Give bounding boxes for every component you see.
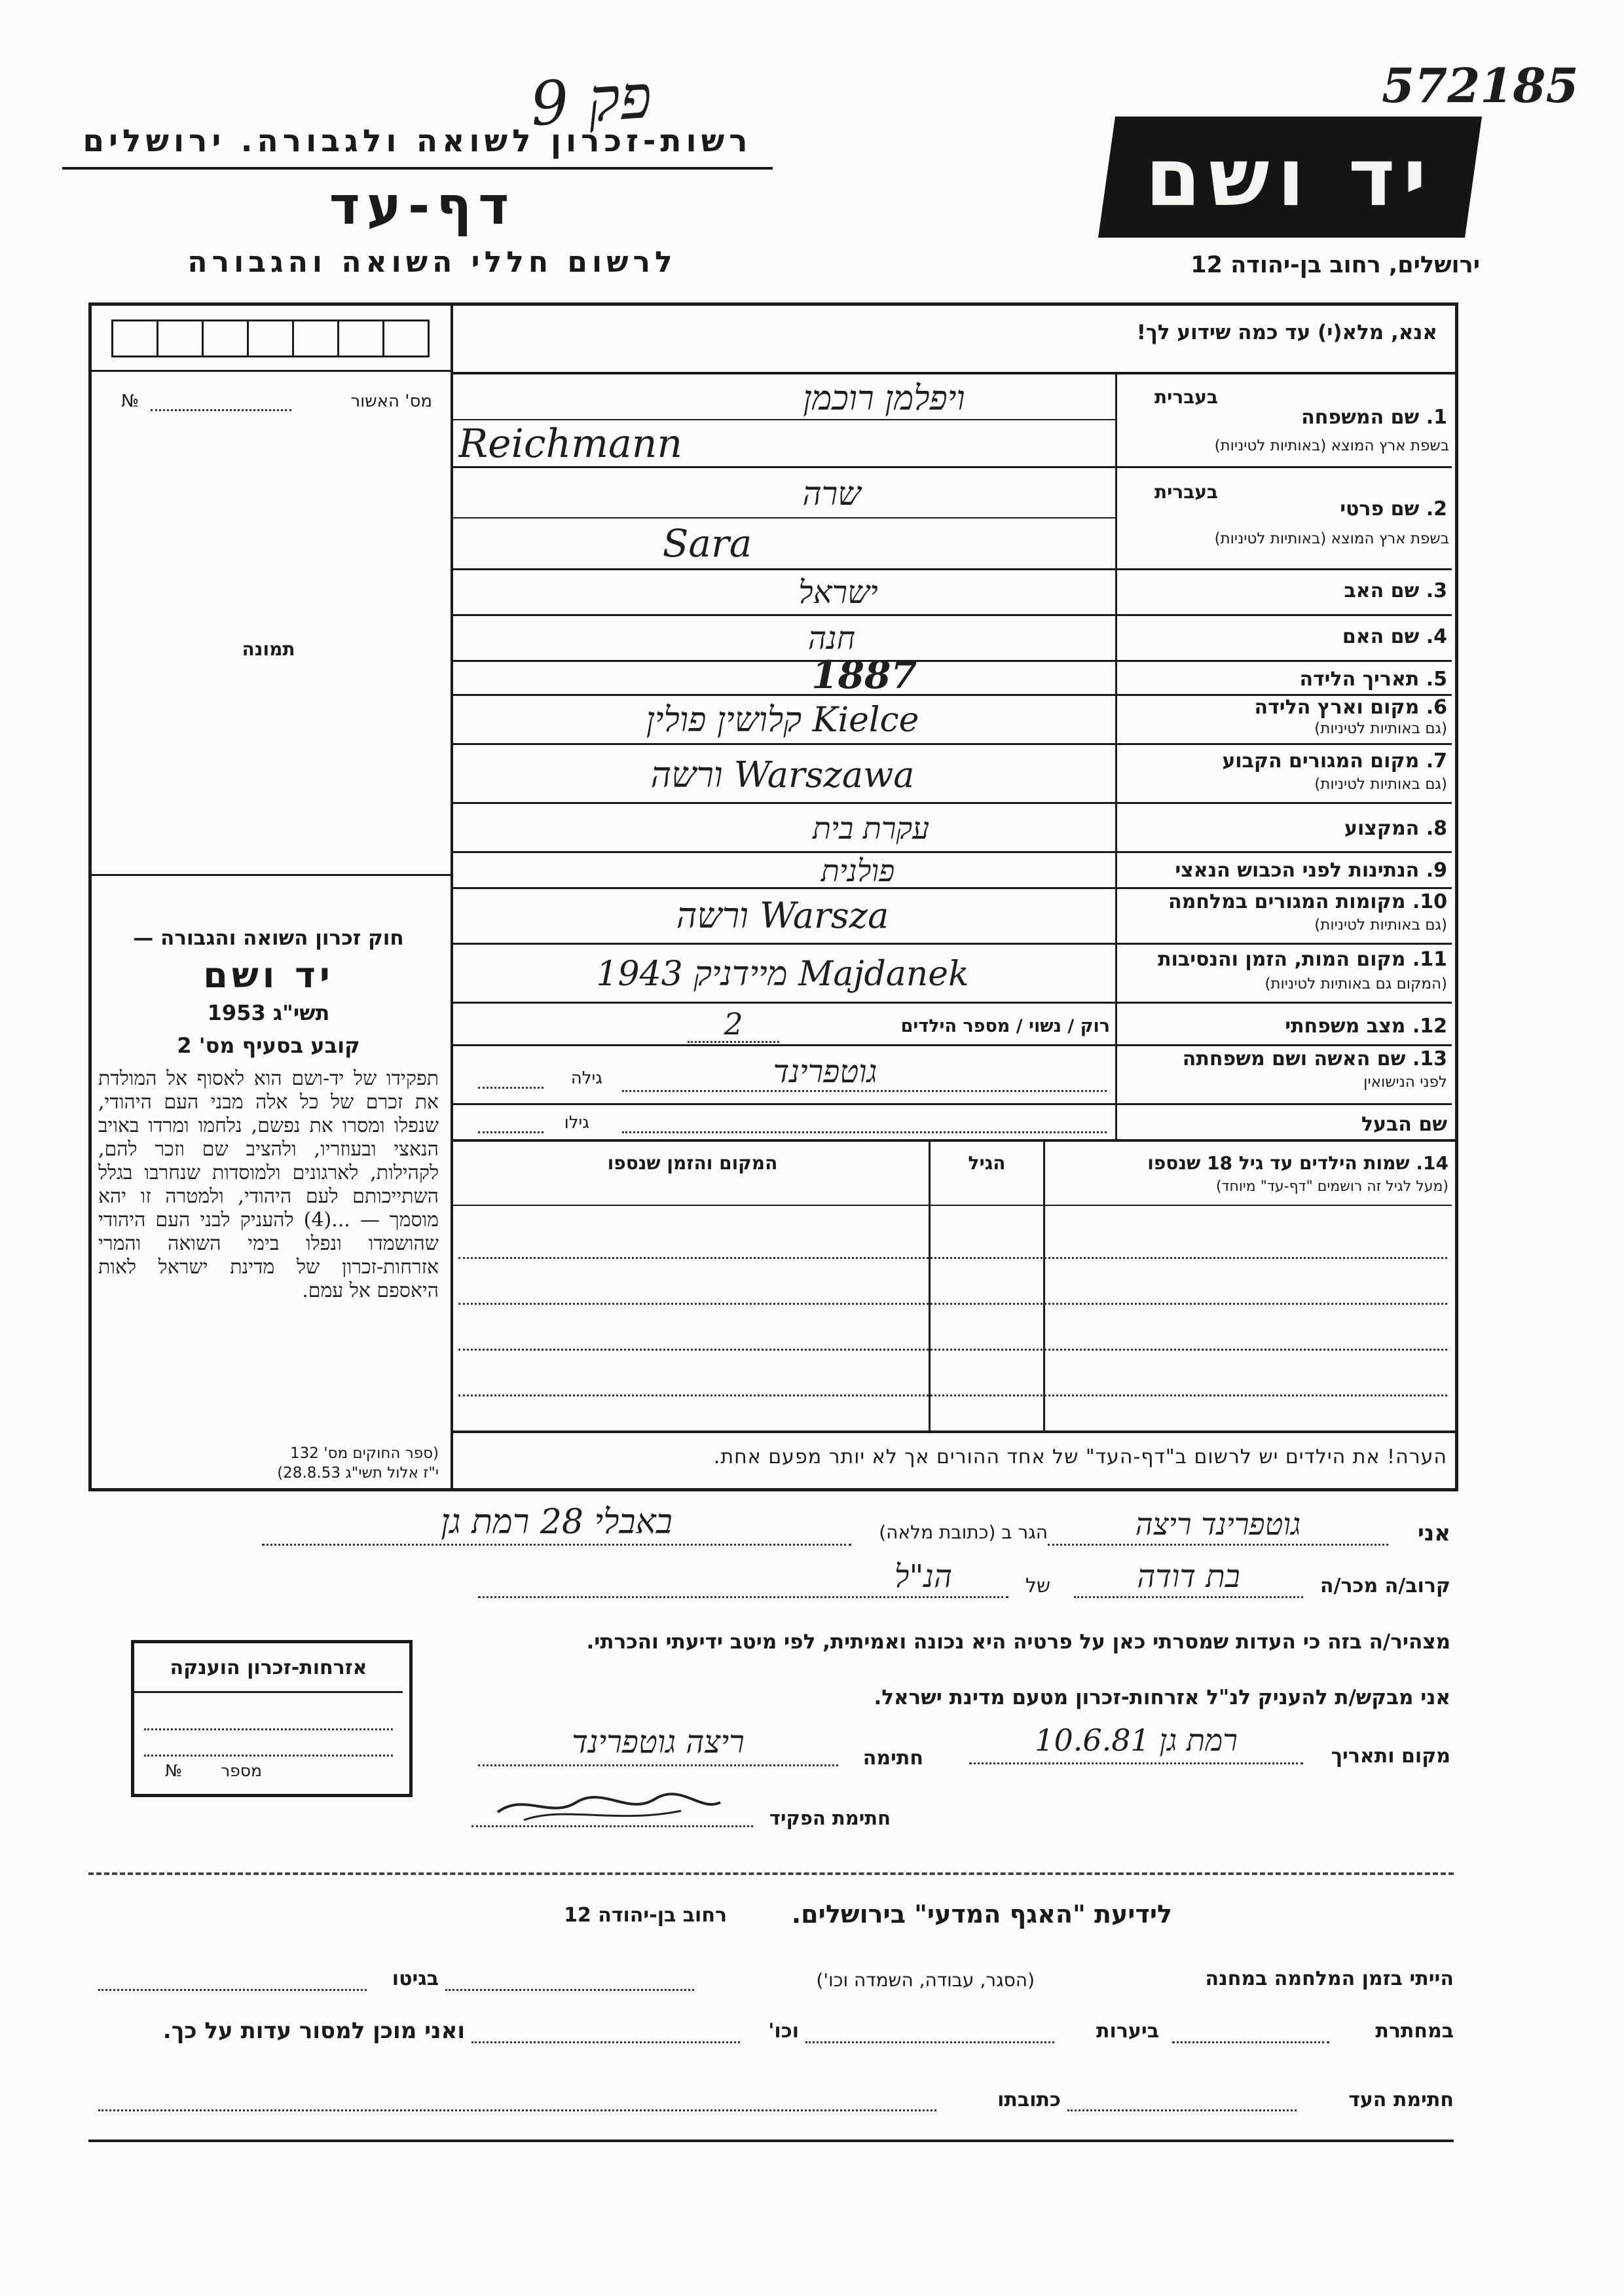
f3-label: 3. שם האב xyxy=(1344,579,1447,602)
f6-sub: (גם באותיות לטיניות) xyxy=(1314,720,1447,737)
footer-line2-d: ואני מוכן למסור עדות על כך. xyxy=(162,2018,465,2044)
f8-label: 8. המקצוע xyxy=(1344,817,1447,840)
footer-address: רחוב בן-יהודה 12 xyxy=(564,1904,727,1927)
doc-number: 572185 xyxy=(1382,58,1579,113)
f2-sub-latin: בשפת ארץ המוצא (באותיות לטיניות) xyxy=(1214,530,1449,547)
law-name: יד ושם xyxy=(203,955,334,996)
form-note: הערה! את הילדים יש לרשום ב"דף-העד" של אחד ההורים אך לא יותר מפעם אחת. xyxy=(713,1446,1447,1468)
tear-line xyxy=(88,1872,1454,1875)
f7-sub: (גם באותיות לטיניות) xyxy=(1314,776,1447,793)
form-title: דף-עד xyxy=(329,175,516,236)
f4-label: 4. שם האם xyxy=(1342,625,1447,648)
footer-line1-b: (הסגר, עבודה, השמדה וכו') xyxy=(816,1969,1035,1991)
statement-text: מצהיר/ה בזה כי העדות שמסרתי כאן על פרטיה היא נכונה ואמיתית, לפי מיטב ידיעתי והכרתי. xyxy=(586,1630,1450,1654)
f8-input[interactable] xyxy=(688,809,1054,848)
f14-col-place: המקום והזמן שנספו xyxy=(607,1152,778,1174)
yad-vashem-logo xyxy=(1098,117,1482,238)
f6-label: 6. מקום וארץ הלידה xyxy=(1254,696,1447,719)
f14-sub: (מעל לגיל זה רושמים "דף-עד" מיוחד) xyxy=(1215,1178,1449,1195)
f7-input[interactable] xyxy=(458,753,1107,796)
child-row-4[interactable] xyxy=(458,1368,1447,1393)
f1-latin-input[interactable] xyxy=(458,422,851,465)
f12-options: רוק / נשוי / מספר הילדים xyxy=(900,1016,1110,1036)
place-date-label: מקום ותאריך xyxy=(1331,1745,1450,1768)
law-reference: (ספר החוקים מס' 132 י"ז אלול תשי"ג 28.8.53) xyxy=(277,1445,439,1482)
f1-hebrew-input[interactable] xyxy=(655,378,1113,419)
law-section: קובע בסעיף מס' 2 xyxy=(177,1033,360,1058)
form-intro: אנא, מלא(י) עד כמה שידוע לך! xyxy=(1136,321,1437,344)
footer-line3-a: חתימת העד xyxy=(1348,2088,1454,2111)
ref-handwritten: פק 9 xyxy=(528,61,654,140)
f12-children-input[interactable] xyxy=(688,1007,779,1043)
logo-text: יד ושם xyxy=(1145,130,1435,224)
f2-sub-hebrew: בעברית xyxy=(1154,481,1218,503)
number-label: מספר xyxy=(221,1761,262,1780)
footer-line2-c: וכו' xyxy=(768,2020,799,2043)
ani-label: אני xyxy=(1417,1520,1450,1546)
f4-input[interactable] xyxy=(720,619,943,658)
label-column-divider xyxy=(1115,372,1117,1139)
f7-label: 7. מקום המגורים הקבוע xyxy=(1222,750,1447,773)
husband-label: שם הבעל xyxy=(1361,1113,1447,1136)
f9-label: 9. הנתינות לפני הכבוש הנאצי xyxy=(1175,859,1447,882)
f2-latin-input[interactable] xyxy=(589,520,825,566)
f1-sub-latin: בשפת ארץ המוצא (באותיות לטיניות) xyxy=(1214,437,1449,454)
resides-label: הגר ב (כתובת מלאה) xyxy=(879,1522,1048,1543)
f14-col-age: הגיל xyxy=(968,1152,1006,1174)
note-top-border xyxy=(451,1430,1455,1433)
footer-line1-a: הייתי בזמן המלחמה במחנה xyxy=(1205,1967,1454,1990)
child-row-3[interactable] xyxy=(458,1322,1447,1347)
header-address: ירושלים, רחוב בן-יהודה 12 xyxy=(1190,252,1480,278)
law-body: תפקידו של יד-ושם הוא לאסוף אל המולדת את זכרם של כל אלה מבני העם היהודי, שנפלו ומסרו את נפשם, נלחמו ומרדו באויב הנאצי ובעוזריו, ולהציב שם וזכר להם, לקהילות, לארגונים ולמוסדות שנחרבו בגלל השתייכותם לעם היהודי, ולמטרה זו יהא מוסמך — ...(4) להעניק לבני העם היהודי שהושמדו ונפלו בימי השואה והמרי אזרחות-זכרון של מדינת ישראל לאות היאספם אל עמם. xyxy=(98,1067,439,1302)
f11-input[interactable] xyxy=(458,953,1107,996)
husband-input[interactable] xyxy=(622,1106,1107,1133)
child-row-1[interactable] xyxy=(458,1231,1447,1256)
f11-sub: (המקום גם באותיות לטיניות) xyxy=(1264,975,1447,993)
husband-age-label: גילו xyxy=(564,1113,589,1133)
f6-input[interactable] xyxy=(458,699,1107,741)
address-input[interactable] xyxy=(262,1501,851,1544)
photo-area[interactable] xyxy=(95,426,445,871)
f13-age-label: גילה xyxy=(570,1068,602,1088)
signature-input[interactable] xyxy=(478,1722,838,1762)
child-row-2[interactable] xyxy=(458,1277,1447,1302)
relative-label: קרוב/ה מכר/ה xyxy=(1320,1575,1450,1597)
f11-label: 11. מקום המות, הזמן והנסיבות xyxy=(1158,948,1447,971)
f10-sub: (גם באותיות לטיניות) xyxy=(1314,917,1447,934)
footer-title: לידיעת "האגף המדעי" בירושלים. xyxy=(791,1900,1172,1929)
request-text: אני מבקש/ת להעניק לנ"ל אזרחות-זכרון מטעם מדינת ישראל. xyxy=(874,1686,1450,1709)
f3-input[interactable] xyxy=(707,573,969,612)
of-label: של xyxy=(1025,1575,1051,1597)
relation-input[interactable] xyxy=(1074,1557,1303,1596)
f5-label: 5. תאריך הלידה xyxy=(1299,668,1447,691)
footer-bottom-rule xyxy=(88,2140,1454,2142)
authority-name: רשות-זכרון לשואה ולגבורה. ירושלים xyxy=(83,123,752,159)
kids-top-border xyxy=(451,1139,1455,1142)
citizenship-box-title: אזרחות-זכרון הוענקה xyxy=(170,1656,367,1679)
footer-line1-c: בגיטו xyxy=(392,1967,439,1990)
clerk-label: חתימת הפקיד xyxy=(769,1807,891,1829)
clerk-signature-mark xyxy=(485,1786,733,1825)
f14-label: 14. שמות הילדים עד גיל 18 שנספו xyxy=(1147,1152,1449,1174)
form-subtitle: לרשום חללי השואה והגבורה xyxy=(187,246,677,279)
footer-line2-a: במחתרת xyxy=(1375,2020,1454,2043)
f2-label: 2. שם פרטי xyxy=(1340,498,1447,520)
f12-label: 12. מצב משפחתי xyxy=(1285,1015,1447,1038)
permit-number-input[interactable] xyxy=(154,390,285,410)
permit-label: מס' האשור xyxy=(350,392,432,411)
f13-sub: לפני הנישואין xyxy=(1363,1074,1447,1091)
f10-label: 10. מקומות המגורים במלחמה xyxy=(1168,890,1447,913)
of-input[interactable] xyxy=(838,1557,1008,1596)
photo-label: תמונה xyxy=(242,638,295,660)
f13-input[interactable] xyxy=(655,1051,995,1093)
f13-label: 13. שם האשה ושם משפחתה xyxy=(1182,1048,1447,1070)
signature-label: חתימה xyxy=(862,1747,923,1770)
number-no: № xyxy=(164,1761,182,1780)
f1-label: 1. שם המשפחה xyxy=(1301,406,1447,429)
clerk-signature xyxy=(485,1786,733,1823)
f10-input[interactable] xyxy=(458,894,1107,937)
place-date-input[interactable] xyxy=(969,1721,1303,1760)
f2-hebrew-input[interactable] xyxy=(733,473,930,515)
footer-line2-b: ביערות xyxy=(1096,2020,1159,2043)
f9-input[interactable] xyxy=(720,854,995,887)
ani-name-input[interactable] xyxy=(1048,1504,1388,1544)
footer-line3-b: כתובתו xyxy=(997,2088,1061,2111)
clerk-signature-line xyxy=(471,1825,753,1827)
left-column-divider xyxy=(451,302,453,1488)
f5-input[interactable] xyxy=(753,655,976,695)
office-boxes xyxy=(111,319,430,357)
permit-no-sign: № xyxy=(121,392,139,411)
f1-sub-hebrew: בעברית xyxy=(1154,386,1218,408)
law-heading: חוק זכרון השואה והגבורה — xyxy=(133,926,404,950)
law-year: תשי"ג 1953 xyxy=(207,1000,330,1025)
